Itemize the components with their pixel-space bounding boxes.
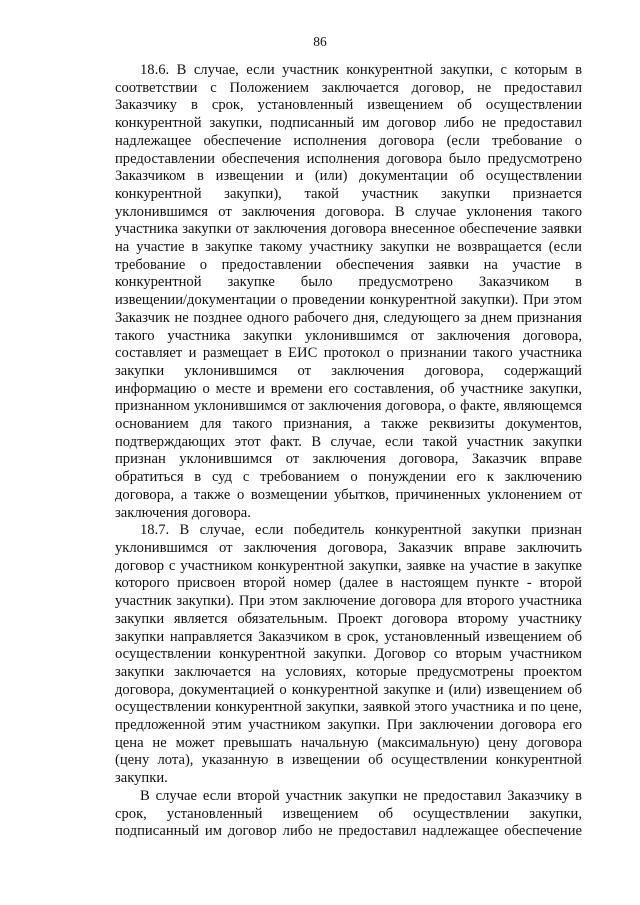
text-line: договор с участником конкурентной закупки, заявке на участие в закупке (115, 557, 582, 574)
text-line: цена не может превышать начальную (максимальную) цену договора (115, 734, 582, 751)
text-line: конкурентной закупке было предусмотрено Заказчиком в (115, 274, 582, 291)
text-line: предоставлении обеспечения исполнения договора было предусмотрено (115, 150, 582, 167)
text-line: закупки заключается на условиях, которые предусмотрены проектом (115, 663, 582, 680)
text-line: участника закупки от заключения договора внесенное обеспечение заявки (115, 221, 582, 238)
text-line: составляет и размещает в ЕИС протокол о признании такого участника (115, 345, 582, 362)
text-line: конкурентной закупки), такой участник закупки признается (115, 185, 582, 202)
text-line: осуществлении конкурентной закупки, заявкой этого участника и по цене, (115, 699, 582, 716)
text-line: обратиться в суд с требованием о понуждении его к заключению (115, 469, 582, 486)
paragraph-18-6 (115, 62, 582, 522)
text-line: признан уклонившимся от заключения договора, Заказчик вправе (115, 451, 582, 468)
text-line: осуществлении конкурентной закупки. Договор со вторым участником (115, 646, 582, 663)
paragraph-second-participant (115, 788, 582, 841)
document-body (115, 62, 582, 841)
text-line: Заказчиком в извещении и (или) документации об осуществлении (115, 168, 582, 185)
text-line: закупки является обязательным. Проект договора второму участнику (115, 610, 582, 627)
text-line: которого присвоен второй номер (далее в настоящем пункте - второй (115, 575, 582, 592)
text-line: уклонившимся от заключения договора, Заказчик вправе заключить (115, 539, 582, 556)
text-line: соответствии с Положением заключается договор, не предоставил (115, 79, 582, 96)
text-line: договора, а также о возмещении убытков, причиненных уклонением от (115, 486, 582, 503)
text-line: Заказчик не позднее одного рабочего дня, следующего за днем признания (115, 309, 582, 326)
text-line: 18.6. В случае, если участник конкурентной закупки, с которым в (140, 62, 582, 78)
text-line: информацию о месте и времени его составления, об участнике закупки, (115, 380, 582, 397)
paragraph-18-7 (115, 522, 582, 788)
text-line: (цену лота), указанную в извещении об осуществлении конкурентной (115, 752, 582, 769)
text-line: закупки направляется Заказчиком в срок, установленный извещением об (115, 628, 582, 645)
text-line: признанном уклонившимся от заключения договора, о факте, являющемся (115, 398, 582, 415)
text-line: основанием для такого признания, а также реквизиты документов, (115, 416, 582, 433)
text-line: закупки уклонившимся от заключения договора, содержащий (115, 362, 582, 379)
text-line: закупки. (115, 770, 168, 787)
text-line: на участие в закупке такому участнику закупки не возвращается (если (115, 239, 582, 256)
text-line: уклонившимся от заключения договора. В случае уклонения такого (115, 203, 582, 220)
text-line: надлежащее обеспечение исполнения договора (если требование о (115, 132, 582, 149)
text-line: предложенной этим участником закупки. При заключении договора его (115, 717, 582, 734)
text-line: такого участника закупки уклонившимся от заключения договора, (115, 327, 582, 344)
text-line: подписанный им договор либо не предоставил надлежащее обеспечение (115, 823, 582, 840)
text-line: срок, установленный извещением об осуществлении закупки, (115, 805, 582, 822)
text-line: заключения договора. (115, 504, 251, 521)
text-line: участник закупки). При этом заключение договора для второго участника (115, 593, 582, 610)
text-line: Заказчику в срок, установленный извещением об осуществлении (115, 97, 582, 114)
text-line: В случае если второй участник закупки не предоставил Заказчику в (140, 787, 582, 804)
text-line: извещении/документации о проведении конкурентной закупки). При этом (115, 292, 582, 309)
text-line: конкурентной закупки, подписанный им договор либо не предоставил (115, 115, 582, 132)
text-line: подтверждающих этот факт. В случае, если такой участник закупки (115, 433, 582, 450)
text-line: договора, документацией о конкурентной закупке и (или) извещением об (115, 681, 582, 698)
text-line: 18.7. В случае, если победитель конкурентной закупки признан (140, 522, 582, 539)
page-number: 86 (313, 34, 327, 49)
text-line: требование о предоставлении обеспечения заявки на участие в (115, 256, 582, 273)
